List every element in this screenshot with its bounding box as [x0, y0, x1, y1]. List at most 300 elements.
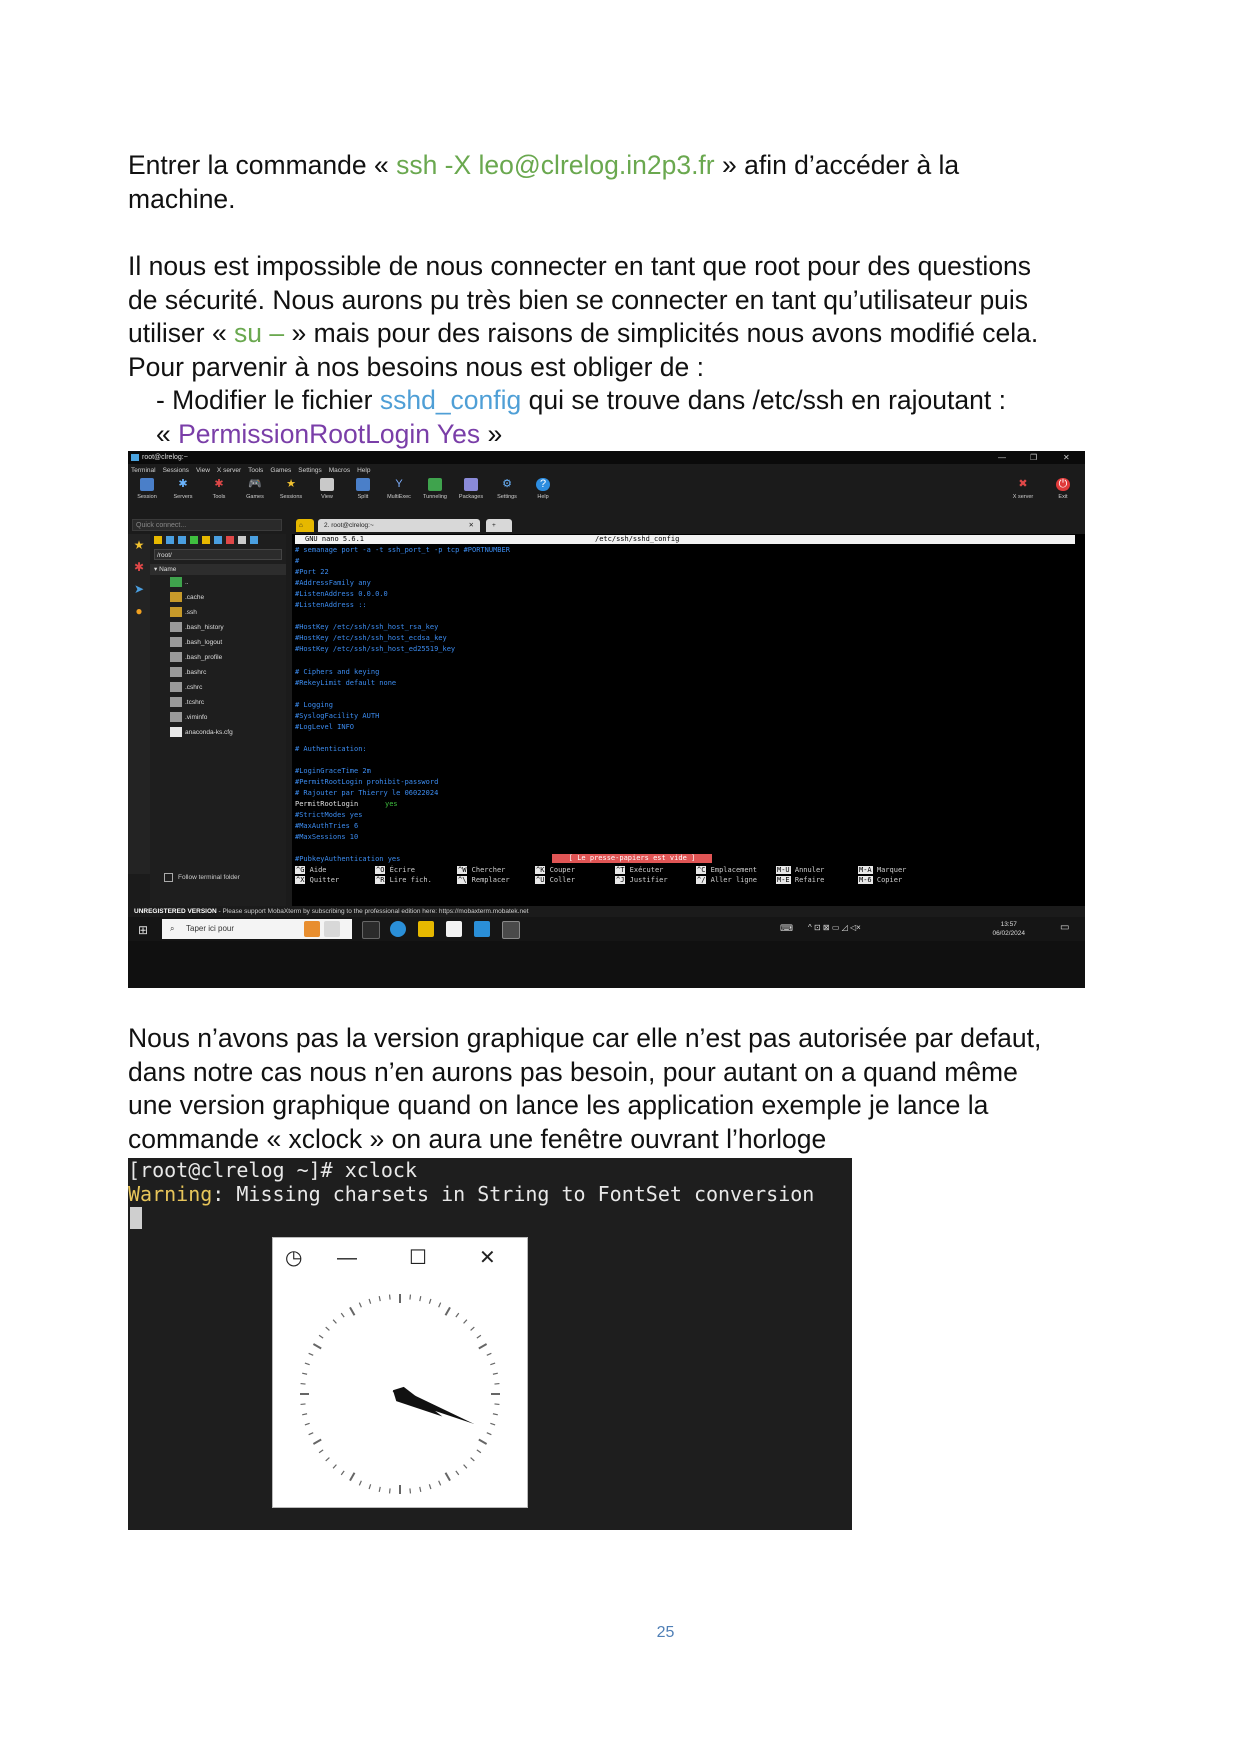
file-name: .cshrc — [185, 684, 203, 691]
upload-icon[interactable] — [178, 536, 186, 544]
terminal-line: #AddressFamily any — [295, 579, 371, 588]
file-icon — [170, 652, 182, 662]
tools-icon[interactable]: ✱ — [133, 560, 145, 574]
text-line: Il nous est impossible de nous connecter en tant que root pour des questions — [128, 251, 1032, 281]
home-tab[interactable] — [296, 519, 314, 532]
clock-tick — [301, 1404, 306, 1405]
clock-tick — [319, 1450, 323, 1453]
tab-strip — [296, 519, 1076, 532]
toolbar-label: Sessions — [279, 494, 303, 500]
clock-tick — [333, 1465, 336, 1469]
maximize-icon[interactable]: ☐ — [409, 1247, 427, 1269]
shortcut-key: ^K — [536, 866, 545, 874]
clock-tick — [487, 1433, 492, 1435]
analog-clock — [273, 1278, 527, 1507]
terminal-pane[interactable] — [292, 534, 1085, 906]
file-explorer-icon[interactable] — [418, 921, 434, 937]
file-name: .bash_logout — [185, 639, 223, 646]
delete-icon[interactable] — [226, 536, 234, 544]
text-run: » — [480, 418, 503, 449]
tray-icons[interactable]: ^ ⊡ ⊠ ▭ ◿ ◁× — [808, 923, 861, 932]
checkbox-box — [164, 873, 173, 882]
split-icon — [356, 478, 370, 491]
clock-tick — [305, 1363, 310, 1365]
view-icon — [320, 478, 334, 491]
text-line: Pour parvenir à nos besoins nous est obliger de : — [128, 351, 704, 382]
taskbar-clock[interactable] — [992, 920, 1025, 938]
text-run: » afin d’accéder à la — [714, 150, 960, 180]
clock-tick — [456, 1471, 459, 1475]
menu-view[interactable]: View — [195, 467, 210, 474]
file-row[interactable] — [170, 621, 224, 635]
shortcut-key: ^X — [296, 876, 305, 884]
shortcut-key: ^U — [536, 876, 545, 884]
minimize-icon[interactable]: — — [337, 1247, 357, 1269]
search-icon: ⌕ — [170, 924, 175, 933]
terminal-line: #PubkeyAuthentication yes — [295, 855, 401, 864]
shortcut-label: Couper — [549, 866, 575, 874]
toolbar-tunneling-button[interactable] — [418, 478, 452, 500]
nano-shortcut — [615, 865, 663, 875]
clock-tick — [305, 1423, 310, 1425]
toolbar-settings-button[interactable] — [490, 478, 524, 500]
terminal-line: #MaxSessions 10 — [295, 833, 359, 842]
unregistered-message[interactable]: - Please support MobaXterm by subscribing to the professional edition here: https://mobaxterm.mobatek.net — [216, 908, 529, 915]
toolbar-xserver-button[interactable] — [1006, 478, 1040, 500]
clock-tick — [456, 1313, 459, 1317]
menu-xserver[interactable]: X server — [216, 467, 242, 474]
folder-icon — [170, 607, 182, 617]
shortcut-key: ^W — [458, 866, 467, 874]
clock-tick — [302, 1373, 307, 1374]
clock-tick — [479, 1344, 487, 1349]
text-line: de sécurité. Nous aurons pu très bien se connecter en tant qu’utilisateur puis — [128, 284, 1029, 315]
shortcut-key: M-6 — [859, 876, 872, 884]
file-row[interactable] — [170, 666, 206, 680]
text-run: utiliser « — [128, 318, 235, 348]
mobaxterm-screenshot — [128, 451, 1085, 988]
menu-bar — [128, 465, 1085, 476]
file-name: .bash_history — [185, 624, 224, 631]
file-row[interactable] — [170, 576, 189, 590]
shortcut-key: ^/ — [697, 876, 706, 884]
clock-tick — [420, 1487, 421, 1492]
calculator-icon[interactable] — [304, 921, 320, 937]
clock-tick — [487, 1353, 492, 1355]
rename-icon[interactable] — [238, 536, 246, 544]
nano-shortcut — [858, 875, 902, 885]
macro-icon[interactable]: ● — [135, 604, 143, 618]
file-icon — [170, 697, 182, 707]
taskbar-row — [128, 917, 1085, 941]
nano-shortcut — [776, 875, 824, 885]
shortcut-label: Lire fich. — [389, 876, 432, 884]
toolbar-tools-button[interactable] — [202, 478, 236, 500]
terminal-line: # Ciphers and keying — [295, 667, 380, 676]
folder-icon — [170, 592, 182, 602]
clock-tick — [490, 1363, 495, 1365]
toolbar-label: Games — [246, 494, 264, 500]
shortcut-key: M-A — [859, 866, 872, 874]
search-placeholder: Taper ici pour — [186, 924, 235, 933]
windows-start-icon[interactable]: ⊞ — [138, 923, 149, 937]
terminal-line: #RekeyLimit default none — [295, 678, 397, 687]
toolbar-label: Tunneling — [423, 494, 447, 500]
clock-tick — [471, 1458, 475, 1461]
clock-tick — [309, 1433, 314, 1435]
new-file-icon[interactable] — [214, 536, 222, 544]
window-title: root@clrelog:~ — [142, 454, 188, 461]
terminal-line: # Rajouter par Thierry le 06022024 — [295, 789, 439, 798]
sidebar-toolbar — [154, 534, 282, 546]
clock-tick — [410, 1488, 411, 1493]
toolbar-label: Session — [137, 494, 157, 500]
power-icon: ⏻ — [1056, 478, 1070, 491]
folder-up-icon[interactable] — [154, 536, 162, 544]
toolbar-label: Servers — [173, 494, 193, 500]
clock-tick — [390, 1295, 391, 1300]
nano-shortcut — [375, 875, 432, 885]
clock-tick — [429, 1299, 431, 1304]
terminal-line: #Port 22 — [295, 568, 329, 577]
clock-tick — [359, 1481, 361, 1486]
text-run: - Modifier le fichier — [156, 385, 380, 415]
file-row[interactable] — [170, 606, 197, 620]
shortcut-label: Justifier — [629, 876, 668, 884]
clock-tick — [493, 1414, 498, 1415]
packages-icon — [464, 478, 478, 491]
file-name: .cache — [185, 594, 205, 601]
gear-icon: ⚙ — [502, 478, 512, 490]
new-tab-button[interactable] — [486, 519, 512, 532]
shortcut-label: Aller ligne — [710, 876, 758, 884]
clock-tick — [464, 1465, 467, 1469]
text-run: Entrer la commande « — [128, 150, 397, 180]
prompt-line: [root@clrelog ~]# xclock — [128, 1158, 417, 1182]
file-row[interactable] — [170, 651, 222, 665]
terminal-line: #LogLevel INFO — [295, 722, 355, 731]
terminal-line: # Authentication: — [295, 744, 367, 753]
toolbar-view-button[interactable] — [310, 478, 344, 500]
menu-games[interactable]: Games — [270, 467, 292, 474]
clock-tick — [446, 1307, 451, 1315]
toolbar-label: View — [321, 494, 333, 500]
send-icon[interactable]: ➤ — [133, 582, 145, 596]
text-run: qui se trouve dans /etc/ssh en rajoutant : — [521, 385, 1006, 415]
calculator-keys-icon[interactable] — [324, 921, 340, 937]
nano-shortcut — [457, 865, 505, 875]
terminal-line: #LoginGraceTime 2m — [295, 767, 371, 775]
nano-shortcut — [535, 865, 575, 875]
toolbar-sessions-button[interactable] — [274, 478, 308, 500]
notification-icon[interactable]: ▭ — [1060, 922, 1070, 933]
nano-shortcut — [295, 875, 339, 885]
toolbar-exit-button[interactable] — [1046, 478, 1080, 500]
windows-taskbar — [128, 917, 1085, 988]
side-strip — [128, 534, 150, 874]
clock-tick — [379, 1487, 380, 1492]
session-icon — [140, 478, 154, 491]
terminal-line: #HostKey /etc/ssh/ssh_host_ecdsa_key — [295, 634, 447, 643]
menu-terminal[interactable]: Terminal — [131, 467, 156, 474]
file-name: .ssh — [185, 609, 197, 616]
help-icon: ? — [536, 478, 550, 491]
clock-tick — [359, 1303, 361, 1308]
clock-tick — [301, 1384, 306, 1385]
text-line: commande « xclock » on aura une fenêtre ouvrant l’horloge — [128, 1123, 827, 1154]
clock-tick — [333, 1320, 336, 1324]
toolbar-label: Exit — [1058, 494, 1068, 500]
shortcut-key: ^J — [616, 876, 625, 884]
download-icon[interactable] — [166, 536, 174, 544]
unregistered-label: UNREGISTERED VERSION — [134, 908, 217, 915]
toolbar-split-button[interactable] — [346, 478, 380, 500]
shortcut-label: Exécuter — [629, 866, 664, 874]
clock-tick — [379, 1296, 380, 1301]
nano-filename: /etc/ssh/sshd_config — [595, 535, 680, 543]
toolbar-label: Tools — [212, 494, 226, 500]
clock-tick — [439, 1481, 441, 1486]
clock-app-icon: ◷ — [285, 1247, 303, 1269]
shortcut-label: Annuler — [794, 866, 825, 874]
ssh-command: ssh -X leo@clrelog.in2p3.fr — [396, 150, 715, 180]
shortcut-key: ^C — [697, 866, 706, 874]
toggle-icon[interactable] — [250, 536, 258, 544]
file-name: .bash_profile — [185, 654, 223, 661]
maximize-icon[interactable]: ❐ — [1030, 453, 1038, 462]
file-row[interactable] — [170, 726, 233, 740]
clock-tick — [493, 1373, 498, 1374]
toolbar-games-button[interactable] — [238, 478, 272, 500]
shortcut-key: ^G — [296, 866, 305, 874]
tunneling-icon — [428, 478, 442, 491]
shortcut-key: ^T — [616, 866, 625, 874]
toolbar-label: Help — [537, 494, 549, 500]
nano-shortcut — [295, 865, 327, 875]
terminal-line: #HostKey /etc/ssh/ssh_host_ed25519_key — [295, 645, 456, 654]
clock-tick — [479, 1440, 487, 1445]
file-icon — [170, 637, 182, 647]
nano-shortcut — [615, 875, 668, 885]
close-icon[interactable]: ✕ — [1063, 453, 1070, 462]
clock-tick — [302, 1414, 307, 1415]
clipboard-status: [ Le presse-papiers est vide ] — [552, 854, 712, 863]
nano-shortcut — [375, 865, 415, 875]
clock-tick — [446, 1473, 451, 1481]
terminal-line: #MaxAuthTries 6 — [295, 822, 359, 831]
clock-tick — [369, 1299, 371, 1304]
text-run: » mais pour des raisons de simplicités nous avons modifié cela. — [284, 318, 1039, 348]
clock-tick — [309, 1353, 314, 1355]
file-row[interactable] — [170, 711, 207, 725]
toolbar-label: Packages — [458, 494, 484, 500]
text-run: « — [156, 418, 179, 449]
paragraph-root-login — [128, 250, 1138, 451]
clock-tick — [477, 1335, 481, 1338]
file-row[interactable] — [170, 636, 222, 650]
nano-title-bar — [295, 535, 1075, 544]
file-name: .bashrc — [185, 669, 207, 676]
follow-terminal-folder-checkbox[interactable] — [164, 873, 240, 882]
path-field[interactable]: /root/ — [154, 549, 282, 560]
new-folder-icon[interactable] — [202, 536, 210, 544]
games-icon: 🎮 — [248, 478, 262, 490]
file-icon — [170, 622, 182, 632]
toolbar-session-button[interactable] — [130, 478, 164, 500]
toolbar-servers-button[interactable] — [166, 478, 200, 500]
shortcut-label: Quitter — [309, 876, 340, 884]
nano-shortcut — [457, 875, 510, 885]
edge-icon[interactable] — [390, 921, 406, 937]
clock-tick — [464, 1320, 467, 1324]
file-name: .tcshrc — [185, 699, 205, 706]
store-icon[interactable] — [446, 921, 462, 937]
tab-label: 2. root@clrelog:~ — [324, 522, 374, 529]
shortcut-key: M-U — [777, 866, 790, 874]
toolbar-label: X server — [1012, 494, 1034, 500]
page-number: 25 — [656, 1624, 675, 1641]
minimize-icon[interactable]: — — [998, 453, 1006, 462]
shortcut-label: Chercher — [471, 866, 506, 874]
unregistered-banner — [128, 906, 1085, 917]
file-row[interactable] — [170, 591, 204, 605]
terminal-line: #PermitRootLogin prohibit-password — [295, 778, 439, 787]
shortcut-label: Marquer — [876, 866, 907, 874]
tab-session[interactable] — [318, 519, 480, 532]
star-icon[interactable]: ★ — [133, 538, 145, 552]
clock-tick — [420, 1296, 421, 1301]
clock-tick — [490, 1423, 495, 1425]
menu-settings[interactable]: Settings — [298, 467, 322, 474]
toolbar-label: Split — [357, 494, 369, 500]
terminal-line: # — [295, 557, 300, 566]
file-row[interactable] — [170, 696, 204, 710]
paragraph-graphical — [128, 1022, 1138, 1156]
multiexec-icon: Y — [395, 478, 403, 490]
paragraph-ssh-command — [128, 149, 1138, 216]
terminal-line: # Logging — [295, 700, 333, 709]
keyboard-icon[interactable]: ⌨ — [780, 923, 793, 933]
menu-help[interactable]: Help — [357, 467, 371, 474]
clock-tick — [369, 1484, 371, 1489]
toolbar — [128, 476, 1085, 508]
terminal-line: #HostKey /etc/ssh/ssh_host_rsa_key — [295, 623, 439, 632]
toolbar-help-button[interactable] — [526, 478, 560, 500]
terminal-line: #StrictModes yes — [295, 811, 363, 820]
text-run: machine. — [128, 183, 236, 214]
file-icon — [170, 712, 182, 722]
toolbar-label: Settings — [497, 494, 517, 500]
clock-tick — [390, 1488, 391, 1493]
shortcut-label: Emplacement — [710, 866, 758, 874]
mobaxterm-taskbar-icon[interactable] — [502, 921, 520, 939]
clock-tick — [341, 1471, 344, 1475]
clock-tick — [341, 1313, 344, 1317]
quick-connect-input[interactable]: Quick connect... — [132, 519, 282, 531]
permission-directive: PermissionRootLogin Yes — [178, 418, 481, 449]
file-icon — [170, 682, 182, 692]
servers-icon: ✱ — [178, 478, 188, 490]
tab-close-icon[interactable]: ✕ — [468, 522, 474, 529]
name-header-label: Name — [159, 566, 177, 573]
shortcut-label: Refaire — [794, 876, 825, 884]
clock-tick — [319, 1335, 323, 1338]
file-name: anaconda-ks.cfg — [185, 729, 233, 736]
mail-icon[interactable] — [474, 921, 490, 937]
menu-sessions[interactable]: Sessions — [162, 467, 189, 474]
nano-shortcut — [858, 865, 906, 875]
nano-shortcut — [696, 865, 757, 875]
terminal-line: #ListenAddress 0.0.0.0 — [295, 590, 388, 599]
xclock-screenshot — [128, 1158, 852, 1530]
shortcut-label: Aide — [309, 866, 327, 874]
nano-shortcut — [776, 865, 824, 875]
tools-icon: ✱ — [214, 478, 224, 490]
clock-tick — [326, 1327, 330, 1330]
terminal-line: PermitRootLogin — [295, 800, 359, 809]
refresh-icon[interactable] — [190, 536, 198, 544]
task-view-icon[interactable] — [362, 921, 380, 939]
menu-macros[interactable]: Macros — [328, 467, 351, 474]
warning-text: : Missing charsets in String to FontSet conversion — [212, 1182, 815, 1206]
clock-tick — [439, 1303, 441, 1308]
shortcut-key: ^O — [376, 866, 385, 874]
nano-shortcut — [696, 875, 757, 885]
star-icon: ★ — [286, 478, 296, 490]
terminal-cursor — [130, 1207, 142, 1229]
clock-tick — [494, 1384, 499, 1385]
clock-tick — [471, 1327, 475, 1330]
title-bar — [128, 451, 1085, 464]
terminal-line: # semanage port -a -t ssh_port_t -p tcp #PORTNUMBER — [295, 546, 510, 554]
name-column-header[interactable] — [150, 564, 286, 575]
shortcut-key: M-E — [777, 876, 790, 884]
parent-folder-icon — [170, 577, 182, 587]
shortcut-key: ^R — [376, 876, 385, 884]
sshd-config-filename: sshd_config — [379, 385, 522, 415]
warning-line — [128, 1182, 814, 1206]
toolbar-multiexec-button[interactable] — [382, 478, 416, 500]
file-icon — [170, 667, 182, 677]
shortcut-label: Coller — [549, 876, 575, 884]
shortcut-key: ^\ — [458, 876, 467, 884]
clock-tick — [313, 1344, 321, 1349]
clock-time: 13:57 — [1000, 921, 1017, 928]
menu-tools[interactable]: Tools — [248, 467, 264, 474]
plus-icon: + — [492, 522, 496, 529]
xserver-icon: ✖ — [1018, 478, 1028, 490]
file-row[interactable] — [170, 681, 202, 695]
xclock-window[interactable] — [272, 1237, 528, 1508]
file-name: .. — [185, 579, 189, 586]
clock-date: 06/02/2024 — [992, 930, 1025, 937]
su-command: su – — [234, 318, 285, 348]
clock-tick — [410, 1295, 411, 1300]
home-icon: ⌂ — [299, 522, 303, 529]
text-line: une version graphique quand on lance les application exemple je lance la — [128, 1090, 989, 1120]
clock-tick — [350, 1307, 355, 1315]
document-icon — [170, 727, 182, 737]
xclock-titlebar — [273, 1238, 527, 1278]
clock-hour-hand — [393, 1387, 442, 1417]
warning-label: Warning — [128, 1182, 213, 1206]
text-line: dans notre cas nous n’en aurons pas besoin, pour autant on a quand même — [128, 1056, 1018, 1087]
close-icon[interactable]: ✕ — [479, 1247, 496, 1269]
text-line: Nous n’avons pas la version graphique car elle n’est pas autorisée par defaut, — [128, 1023, 1042, 1053]
clock-tick — [326, 1458, 330, 1461]
toolbar-packages-button[interactable] — [454, 478, 488, 500]
clock-tick — [350, 1473, 355, 1481]
